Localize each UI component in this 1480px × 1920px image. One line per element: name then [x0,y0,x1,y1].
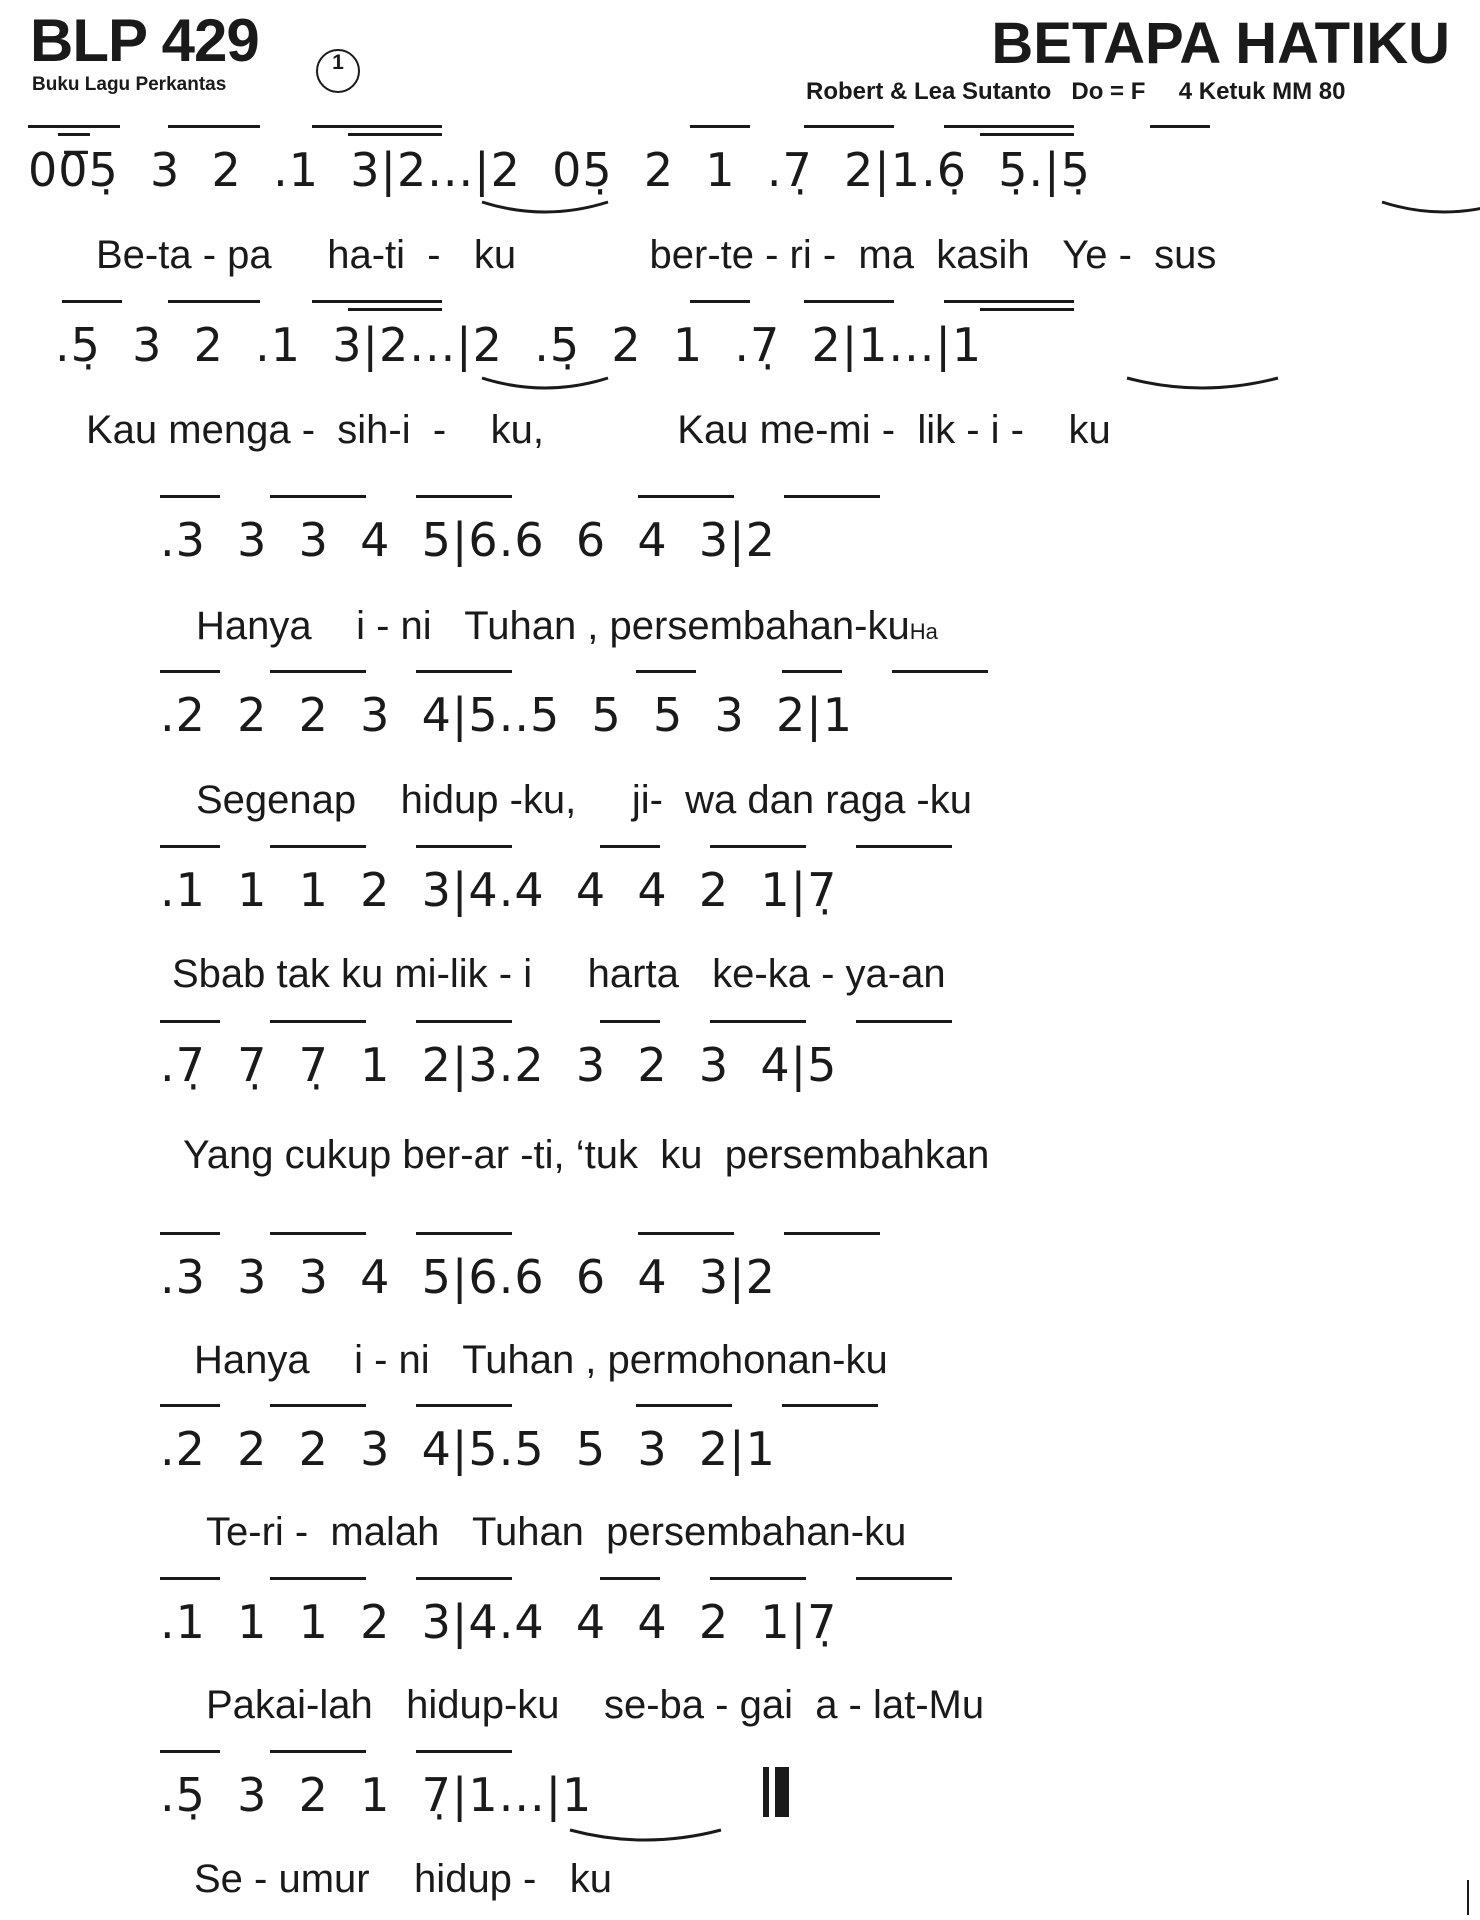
beam [690,125,750,128]
lyrics-line: Yang cukup ber-ar -ti, ‘tuk ku persembahkan [183,1133,990,1177]
beam [944,125,1074,128]
beam [160,1232,220,1235]
notation-line: .3 3 3 4 5|6.6 6 4 3|2 [160,513,776,567]
beam [638,1232,734,1235]
song-title: BETAPA HATIKU [991,11,1450,76]
beam [160,1750,220,1753]
beam [416,1020,512,1023]
beam [270,845,366,848]
lyrics-line: Sbab tak ku mi-lik - i harta ke-ka - ya-an [172,952,946,996]
beam [892,670,988,673]
beam [270,1750,366,1753]
beam [636,1404,732,1407]
lyrics-line: Kau menga - sih-i - ku, Kau me-mi - lik - i - ku [86,408,1111,452]
beam [168,300,260,303]
beam [600,1020,660,1023]
beam [416,1404,512,1407]
beam [710,1020,806,1023]
composer: Robert & Lea Sutanto [806,78,1052,105]
beam [270,1020,366,1023]
beam [416,1232,512,1235]
beam [28,125,120,128]
edge-mark [1467,1880,1469,1915]
notation-line: .2 2 2 3 4|5..5 5 5 3 2|1 [160,688,854,742]
slur [1380,198,1480,222]
beam [270,1404,366,1407]
beam [168,125,260,128]
beam [348,308,442,311]
beam [416,670,512,673]
slur [480,374,610,398]
notation-line: .1 1 1 2 3|4.4 4 4 2 1|7̣ [160,1595,838,1649]
beam [782,670,842,673]
beam [1150,125,1210,128]
final-barline [763,1767,795,1817]
beam [600,1577,660,1580]
beam [160,845,220,848]
slur [480,198,610,222]
beam [856,845,952,848]
beam [62,300,122,303]
beam [160,670,220,673]
beam [160,1020,220,1023]
beam [856,1020,952,1023]
lyrics-line: Be-ta - pa ha-ti - ku ber-te - ri - ma kasih Ye - sus [96,233,1217,277]
notation-line: .3 3 3 4 5|6.6 6 4 3|2 [160,1250,776,1304]
lyrics-line: Hanya i - ni Tuhan , permohonan-ku [194,1338,888,1382]
beam [416,845,512,848]
beam [710,845,806,848]
lyrics-tail: Ha [909,619,938,644]
beam [416,495,512,498]
lyrics-text: Hanya i - ni Tuhan , persembahan-ku [196,604,910,648]
notation-line: .7̣ 7̣ 7̣ 1 2|3.2 3 2 3 4|5 [160,1038,838,1092]
beam [856,1577,952,1580]
lyrics-line [196,604,938,649]
beam [784,495,880,498]
notation-line: 00̅5̣ 3 2 .1 3|2...|2 05̣ 2 1 .7̣ 2|1.6̣ 5̣.|5̣ [28,143,1091,197]
beam [312,300,442,303]
beam [160,495,220,498]
beam [804,125,894,128]
beam [416,1750,512,1753]
book-name: Buku Lagu Perkantas [32,74,227,95]
beam [804,300,894,303]
beam [270,670,366,673]
lyrics-line: Se - umur hidup - ku [194,1857,612,1901]
beam [270,1232,366,1235]
beam [784,1232,880,1235]
beam [160,1577,220,1580]
beam [710,1577,806,1580]
beam [636,670,696,673]
tempo: 4 Ketuk MM 80 [1178,78,1346,105]
song-meta [806,78,1345,106]
lyrics-line: Pakai-lah hidup-ku se-ba - gai a - lat-Mu [206,1683,985,1727]
beam [348,133,442,136]
beam [944,300,1074,303]
beam [270,1577,366,1580]
beam [980,133,1074,136]
beam [160,1404,220,1407]
beam [416,1577,512,1580]
key-signature: Do = F [1071,78,1146,105]
notation-line: .1 1 1 2 3|4.4 4 4 2 1|7̣ [160,863,838,917]
beam [782,1404,878,1407]
beam [690,300,750,303]
lyrics-line: Segenap hidup -ku, ji- wa dan raga -ku [196,778,972,822]
notation-line: .5̣ 3 2 .1 3|2...|2 .5̣ 2 1 .7̣ 2|1...|1 [55,318,983,372]
song-code: BLP 429 [30,7,259,74]
beam [312,125,442,128]
beam [270,495,366,498]
slur [1125,374,1280,398]
beam [980,308,1074,311]
notation-line: .5̣ 3 2 1 7̣|1...|1 [160,1768,593,1822]
beam [58,133,90,136]
beam [600,845,660,848]
page-number-badge: 1 [316,49,360,93]
lyrics-line: Te-ri - malah Tuhan persembahan-ku [206,1510,907,1554]
slur [568,1826,723,1850]
notation-line: .2 2 2 3 4|5.5 5 3 2|1 [160,1422,776,1476]
beam [638,495,734,498]
